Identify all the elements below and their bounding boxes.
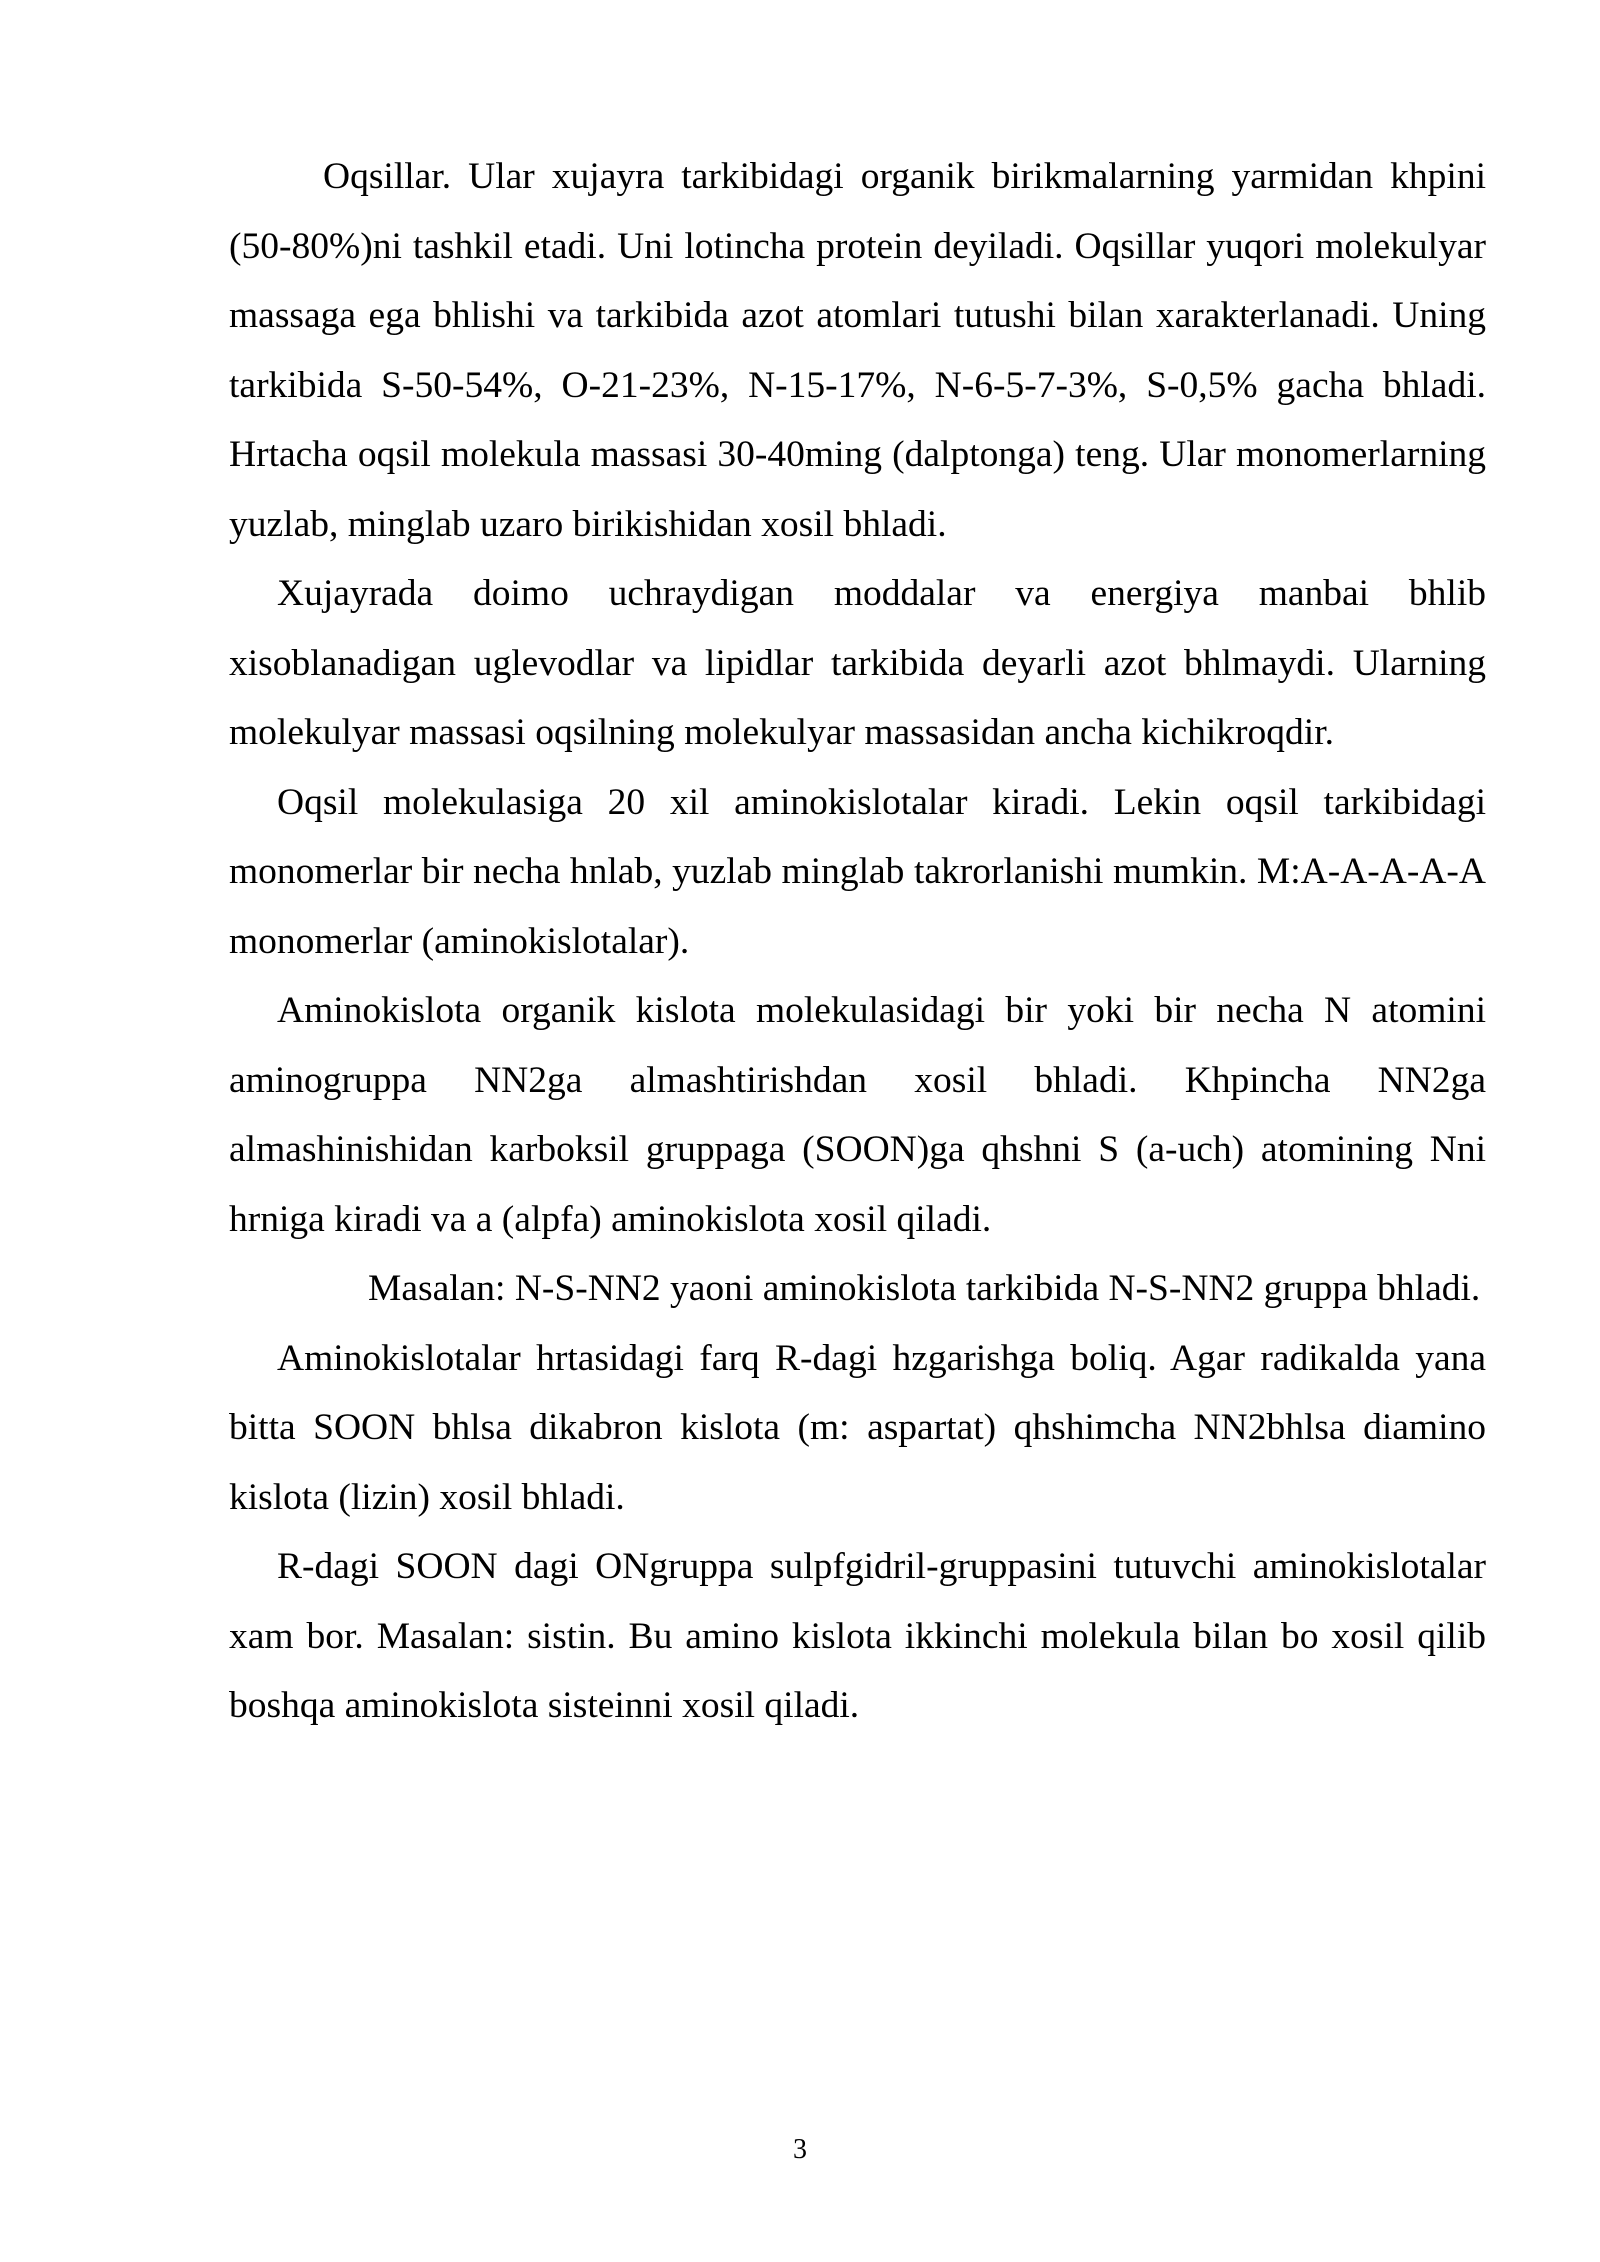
- paragraph-sulfhydryl-group: R-dagi SOON dagi ONgruppa sulpfgidril-gruppasini tutuvchi aminokislotalar xam bor. Masalan: sistin. Bu amino kislota ikkinchi molekula bilan bo xosil qilib boshqa aminokislota sisteinni xosil qiladi.: [229, 1546, 1486, 1726]
- paragraph-amino-acid-monomers: Oqsil molekulasiga 20 xil aminokislotalar kiradi. Lekin oqsil tarkibidagi monomerlar bir necha hnlab, yuzlab minglab takrorlanishi mumkin. M:A-A-A-A-A monomerlar (aminokislotalar).: [229, 781, 1486, 962]
- paragraph-example: Masalan: N-S-NN2 yaoni aminokislota tarkibida N-S-NN2 gruppa bhladi.: [368, 1268, 1481, 1309]
- paragraph-proteins-intro: Oqsillar. Ular xujayra tarkibidagi organik birikmalarning yarmidan khpini (50-80%)ni tashkil etadi. Uni lotincha protein deyiladi. Oqsillar yuqori molekulyar massaga ega bhlishi va tarkibida azot atomlari tutushi bilan xarakterlanadi. Uning tarkibida S-50-54%, O-21-23%, N-15-17%, N-6-5-7-3%, S-0,5% gacha bhladi. Hrtacha oqsil molekula massasi 30-40ming (dalptonga) teng. Ular monomerlarning yuzlab, minglab uzaro birikishidan xosil bhladi.: [229, 156, 1486, 545]
- page-number: 3: [793, 2134, 807, 2165]
- paragraph-aminogroup: Aminokislota organik kislota molekulasidagi bir yoki bir necha N atomini aminogruppa NN2ga almashtirishdan xosil bhladi. Khpincha NN2ga almashinishidan karboksil gruppaga (SOON)ga qhshni S (a-uch) atomining Nni hrniga kiradi va a (alpfa) aminokislota xosil qiladi.: [229, 990, 1486, 1240]
- document-body: [229, 142, 1486, 1741]
- paragraph-radical-differences: Aminokislotalar hrtasidagi farq R-dagi hzgarishga boliq. Agar radikalda yana bitta SOON bhlsa dikabron kislota (m: aspartat) qhshimcha NN2bhlsa diamino kislota (lizin) xosil bhladi.: [229, 1337, 1486, 1518]
- paragraph-carbohydrates-lipids: Xujayrada doimo uchraydigan moddalar va energiya manbai bhlib xisoblanadigan uglevodlar va lipidlar tarkibida deyarli azot bhlmaydi. Ularning molekulyar massasi oqsilning molekulyar massasidan ancha kichikroqdir.: [229, 573, 1486, 753]
